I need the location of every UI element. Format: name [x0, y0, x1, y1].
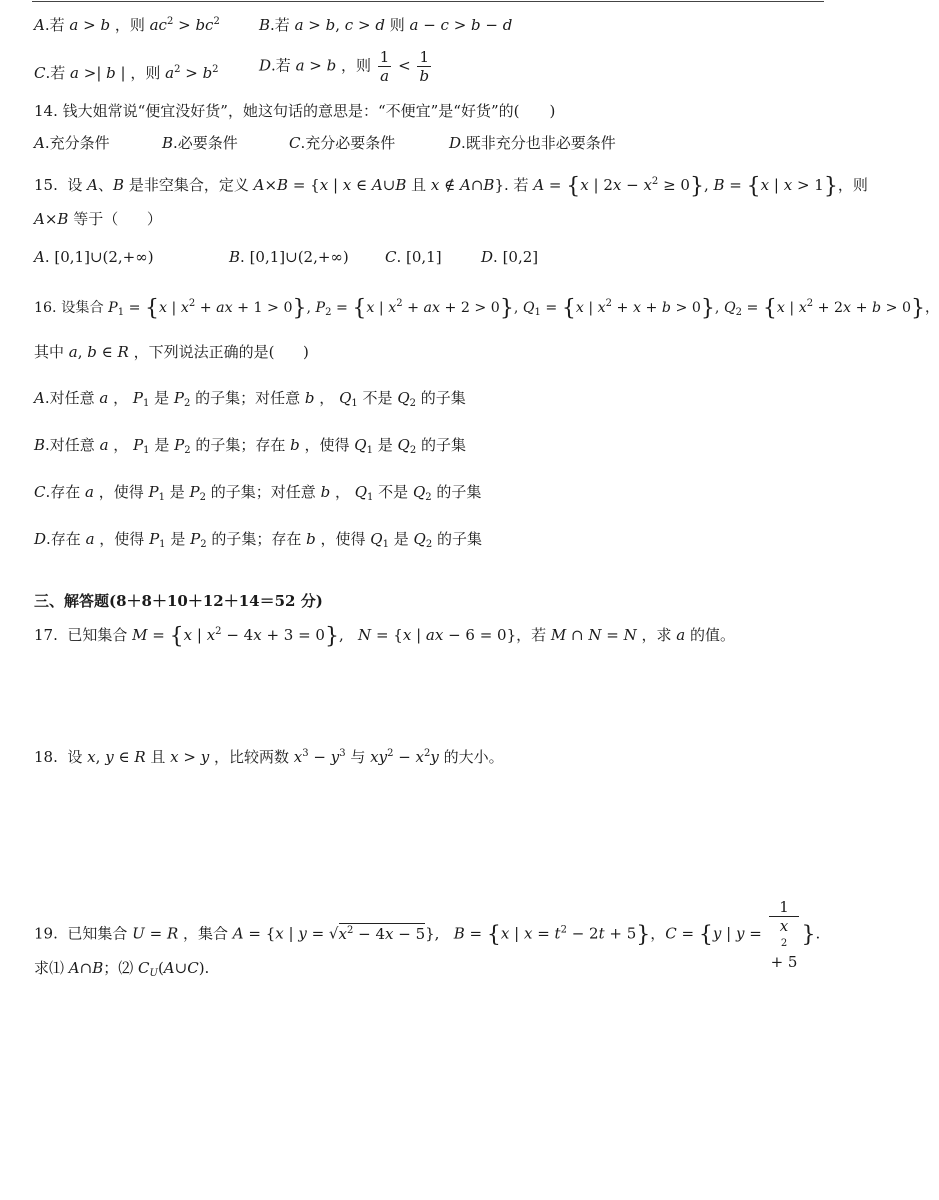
q14-option-c: C.充分必要条件 — [289, 134, 396, 152]
q14-stem: 14. 钱大姐常说“便宜没好货”，她这句话的意思是：“不便宜”是“好货”的( ) — [34, 102, 556, 120]
q16-stem-continued: 其中 a, b ∈ R ，下列说法正确的是( ) — [34, 343, 309, 361]
q13-option-b: B.若 a > b, c > d 则 a − c > b − d — [259, 16, 513, 34]
q15-stem: 15. 设 A、B 是非空集合，定义 A×B = {x | x ∈ A∪B 且 x ∉ A∩B}. 若 A = {x | $2x - x^2 \ge 0$}, B = {x | x > 1}，则 — [34, 174, 868, 199]
q15-stem-continued: A×B 等于（ ） — [34, 210, 162, 228]
section-heading: 三、解答题(8＋8＋10＋12＋14＝52 分) — [34, 592, 323, 610]
q13-option-c: C.若 a >| b | ，则 $a^2 > b^2$ — [34, 64, 219, 82]
q16-option-a: A.对任意 a ， $P_1$ 是 $P_2$ 的子集；对任意 b ， $Q_1$ 不是 $Q_2$ 的子集 — [34, 389, 466, 409]
q19-text: 19. 已知集合 U = R ，集合 A = {x | $y = √x^2 - 4x - 5$}, B = {x | $x = t^2 - 2t + 5$}，C = {y | y = 1 x 2 + 5 }. — [34, 898, 821, 971]
q14-option-a: A.充分条件 — [34, 134, 110, 152]
fraction-1-over-b: $\frac{1}{b}$ — [419, 48, 430, 85]
q16-option-d: D.存在 a ，使得 $P_1$ 是 $P_2$ 的子集；存在 b ，使得 $Q_1$ 是 $Q_2$ 的子集 — [34, 530, 482, 550]
fraction-1-over-a: $\frac{1}{a}$ — [379, 48, 390, 85]
q14-option-d: D.既非充分也非必要条件 — [449, 134, 616, 152]
page-top-rule — [32, 1, 824, 2]
q17-text: 17. 已知集合 M = {x | $x^2 - 4x + 3 = 0$}, N = {x | ax − 6 = 0}，若 M ∩ N = N ，求 a 的值。 — [34, 624, 736, 649]
q15-option-d: D. [0,2] — [481, 248, 539, 266]
q15-option-b: B. [0,1]∪(2,+∞) — [229, 248, 349, 266]
q15-option-c: C. [0,1] — [385, 248, 442, 266]
q16-option-c: C.存在 a ，使得 $P_1$ 是 $P_2$ 的子集；对任意 b ， $Q_1$ 不是 $Q_2$ 的子集 — [34, 483, 482, 503]
fraction-1-over-x2-plus-5: 1 x 2 + 5 — [770, 898, 798, 971]
q16-stem: 16. 设集合 $P_1 = \{x$ | $x^2$ + ax + 1 > 0}, $P_2 = \{x$ | $x^2$ + ax + 2 > 0}, $Q_1 = \{x$ | $x^2 + x + b > 0$}, $Q_2 = \{x$ | $x^2 + 2x + b > 0$}， — [34, 296, 939, 321]
q18-text: 18. 设 x, y ∈ R 且 x > y ，比较两数 $x^3 - y^3$ 与 $xy^2 - x^2y$ 的大小。 — [34, 748, 504, 766]
q15-option-a: A. [0,1]∪(2,+∞) — [34, 248, 154, 266]
q13-option-d: D.若 a > b ，则 $\frac{1}{a}$ < $\frac{1}{b}$ — [259, 48, 430, 85]
q14-option-b: B.必要条件 — [162, 134, 238, 152]
q13-option-a: A.若 a > b ，则 $ac^2 > bc^2$ — [34, 16, 220, 34]
q16-option-b: B.对任意 a ， $P_1$ 是 $P_2$ 的子集；存在 b ，使得 $Q_1$ 是 $Q_2$ 的子集 — [34, 436, 466, 456]
q19-ask: 求⑴ A∩B；⑵ $C_U(A\cup C)$. — [34, 959, 210, 979]
